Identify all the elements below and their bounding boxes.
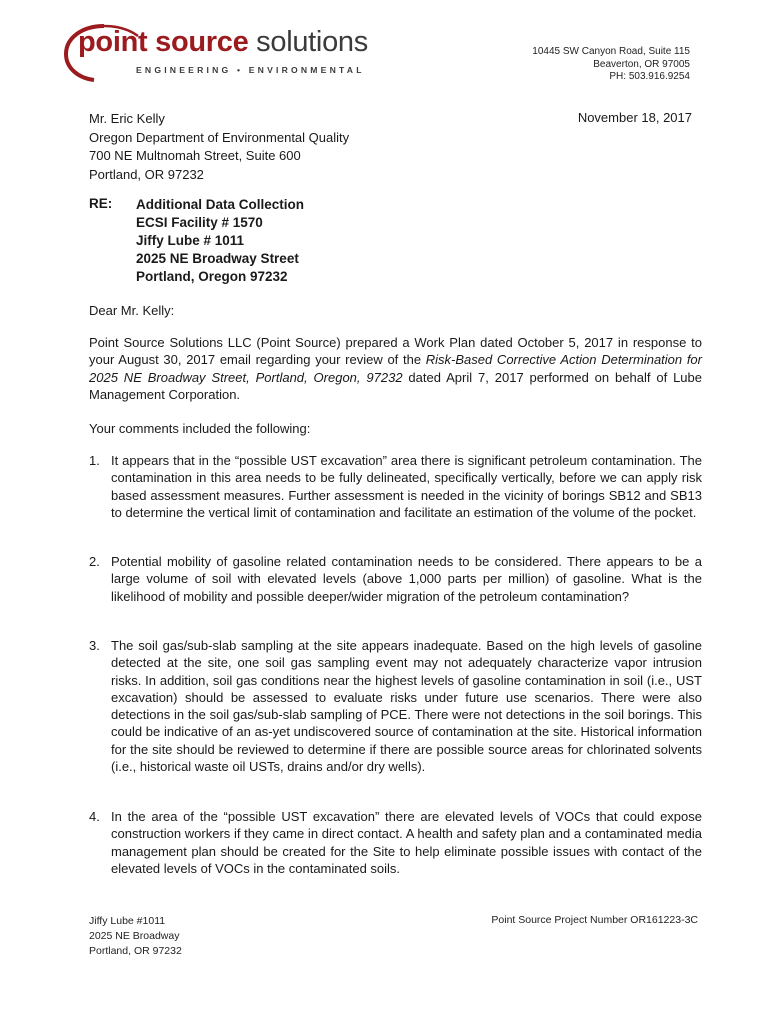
- intro-text-after: dated April 7, 2017 performed on behalf of Lube Management Corporation.: [89, 369, 702, 402]
- intro-report-title: Risk-Based Corrective Action Determination for 2025 NE Broadway Street, Portland, Oregon, 97232: [89, 352, 702, 385]
- comment-number: 2.: [89, 554, 100, 569]
- re-line: Jiffy Lube # 1011: [136, 233, 245, 248]
- logo-tagline: ENGINEERING • ENVIRONMENTAL: [136, 65, 365, 75]
- footer-site-address: [89, 914, 182, 959]
- list-item: [89, 637, 702, 775]
- recipient-city: Portland, OR 97232: [89, 166, 204, 182]
- address-phone: PH: 503.916.9254: [609, 71, 690, 82]
- footer-project-number: Point Source Project Number OR161223-3C: [491, 914, 698, 926]
- re-label: RE:: [89, 196, 113, 211]
- re-subject: [136, 196, 304, 286]
- comment-item-1: [89, 452, 702, 521]
- recipient-org: Oregon Department of Environmental Quality: [89, 129, 350, 145]
- re-line: Portland, Oregon 97232: [136, 269, 288, 284]
- comment-number: 4.: [89, 809, 100, 824]
- address-line-2: Beaverton, OR 97005: [593, 58, 690, 70]
- recipient-block: [89, 110, 349, 184]
- letter-date: November 18, 2017: [577, 110, 692, 125]
- comment-text: In the area of the “possible UST excavation” there are elevated levels of VOCs that could expose construction workers if they came in direct contact. A health and safety plan and a contaminated media management plan should be created for the Site to help eliminate possible issues with contact of the elevated levels of VOCs in the contaminated soils.: [111, 809, 702, 876]
- salutation: Dear Mr. Kelly:: [89, 303, 175, 318]
- footer-site-city: Portland, OR 97232: [89, 945, 182, 957]
- re-line: ECSI Facility # 1570: [136, 215, 263, 230]
- comment-number: 1.: [89, 453, 100, 468]
- intro-paragraph: [89, 334, 702, 403]
- recipient-name: Mr. Eric Kelly: [89, 111, 165, 126]
- intro-text-before: Point Source Solutions LLC (Point Source) prepared a Work Plan dated October 5, 2017 in response to your August 30, 2017 email regarding your review of the: [89, 335, 702, 368]
- address-line-1: 10445 SW Canyon Road, Suite 115: [532, 46, 690, 57]
- list-item: [89, 553, 702, 605]
- footer-site-street: 2025 NE Broadway: [89, 930, 180, 942]
- company-logo: [64, 22, 368, 82]
- comment-item-2: [89, 553, 702, 605]
- logo-name-primary: point source: [78, 26, 249, 58]
- comment-item-3: [89, 637, 702, 775]
- logo-wordmark: [78, 28, 368, 57]
- comment-item-4: [89, 808, 702, 877]
- re-line: 2025 NE Broadway Street: [136, 251, 299, 266]
- list-item: [89, 452, 702, 521]
- company-address: [532, 46, 690, 84]
- list-item: [89, 808, 702, 877]
- comment-text: The soil gas/sub-slab sampling at the site appears inadequate. Based on the high levels of gasoline detected at the site, one soil gas sampling event may not adequately characterize vapor intrusion risks. In addition, soil gas conditions near the highest levels of gasoline contamination in soil (i.e., UST excavation) should be assessed to evaluate risks under future use scenarios. There were also detections in the soil gas/sub-slab sampling of PCE. There were not detections in the soil borings. This could be indicative of an as-yet undiscovered source of contamination at the site. Historical information for the site should be reviewed to determine if there are possible source areas for chlorinated solvents (i.e., historical waste oil USTs, drains and/or dry wells).: [111, 638, 702, 775]
- logo-name-secondary: solutions: [248, 26, 368, 58]
- comments-intro: Your comments included the following:: [89, 421, 311, 436]
- recipient-street: 700 NE Multnomah Street, Suite 600: [89, 148, 301, 163]
- comment-number: 3.: [89, 638, 100, 653]
- footer-site-name: Jiffy Lube #1011: [89, 915, 166, 927]
- comment-text: Potential mobility of gasoline related contamination needs to be considered. There appears to be a large volume of soil with elevated levels (above 1,000 parts per million) of gasoline. What is the likelihood of mobility and possible deeper/wider migration of the petroleum contamination?: [111, 554, 702, 604]
- comment-text: It appears that in the “possible UST excavation” area there is significant petroleum contamination. The contamination in this area needs to be fully delineated, specifically vertically, before we can apply risk based assessment measures. Further assessment is needed in the vicinity of borings SB12 and SB13 to determine the vertical limit of contamination and facilitate an estimation of the volume of the pocket.: [111, 453, 702, 520]
- re-line: Additional Data Collection: [136, 197, 305, 212]
